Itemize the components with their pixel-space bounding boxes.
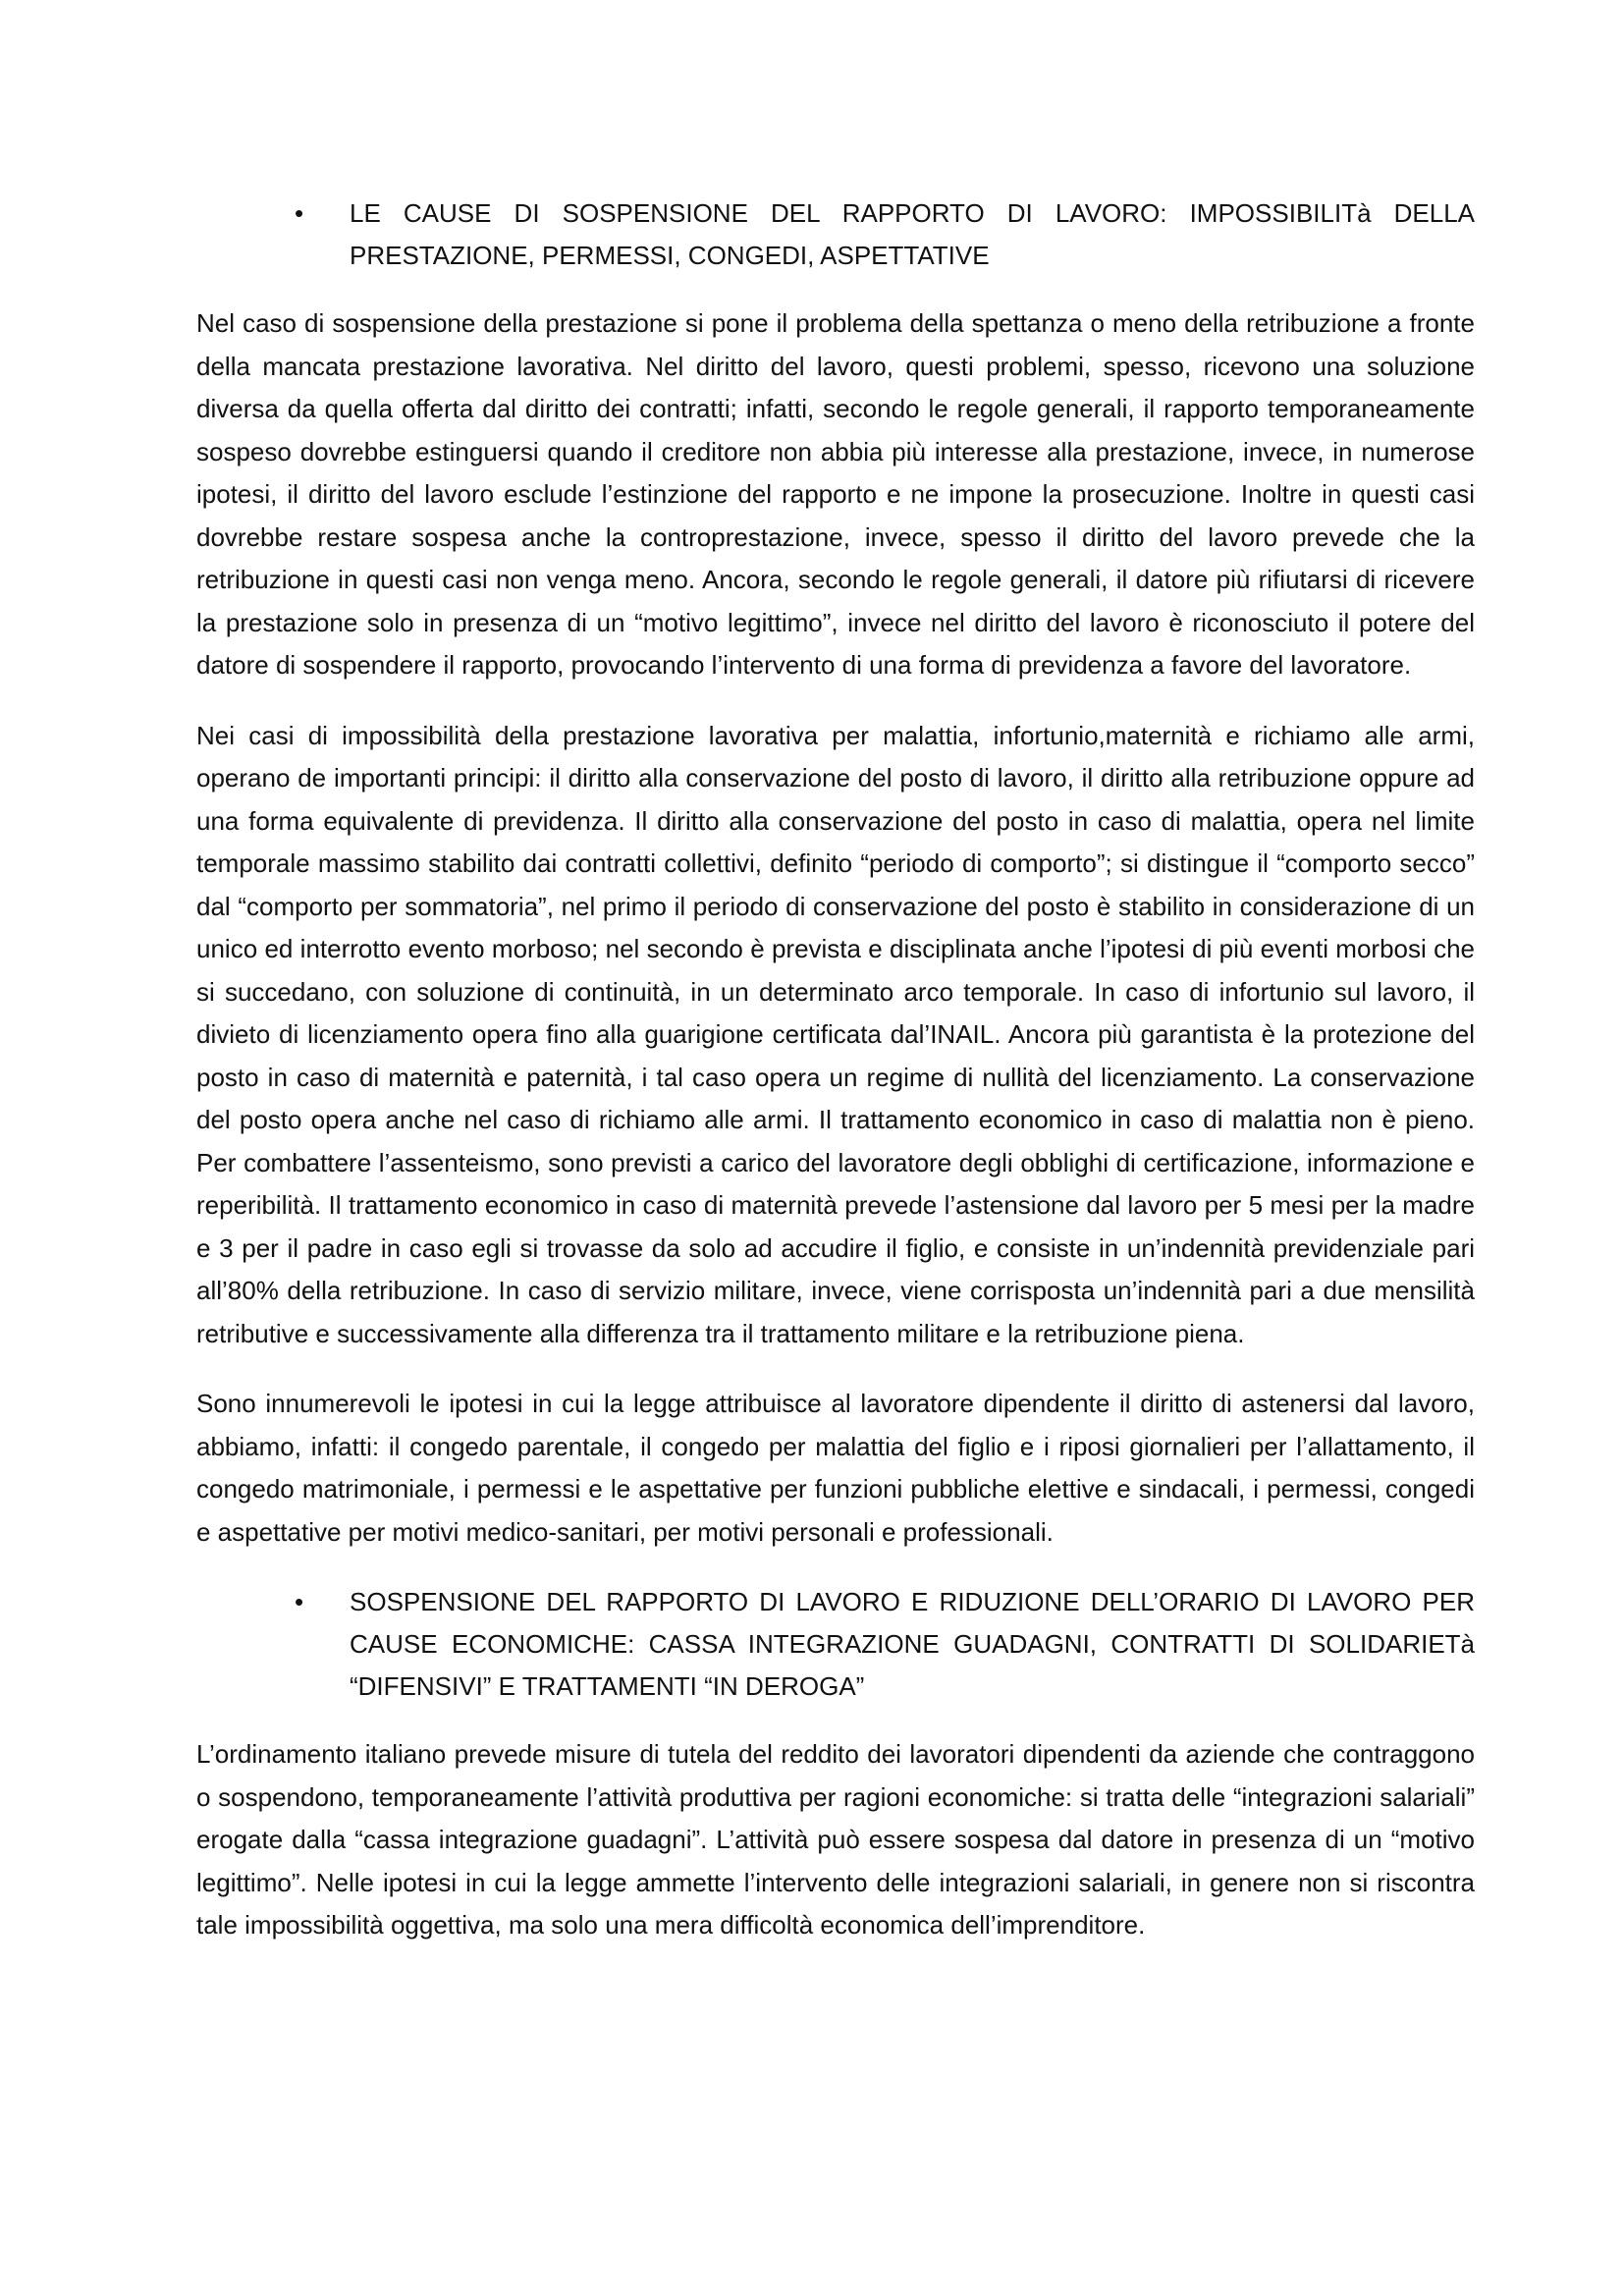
document-body [196,192,1475,1947]
heading-text: LE CAUSE DI SOSPENSIONE DEL RAPPORTO DI LAVORO: IMPOSSIBILITà DELLA PRESTAZIONE, PERMESSI, CONGEDI, ASPETTATIVE [350,198,1475,270]
heading-text: SOSPENSIONE DEL RAPPORTO DI LAVORO E RIDUZIONE DELL’ORARIO DI LAVORO PER CAUSE ECONOMICHE: CASSA INTEGRAZIONE GUADAGNI, CONTRATTI DI SOLIDARIETà “DIFENSIVI” E TRATTAMENTI “IN DEROGA” [350,1587,1475,1701]
paragraph-diritto-astensione: Sono innumerevoli le ipotesi in cui la legge attribuisce al lavoratore dipendente il diritto di astenersi dal lavoro, abbiamo, infatti: il congedo parentale, il congedo per malattia del figlio e i riposi giornalieri per l’allattamento, il congedo matrimoniale, i permessi e le aspettative per funzioni pubbliche elettive e sindacali, i permessi, congedi e aspettative per motivi medico-sanitari, per motivi personali e professionali. [196,1389,1475,1547]
paragraph-impossibilita-prestazione: Nei casi di impossibilità della prestazione lavorativa per malattia, infortunio,maternità e richiamo alle armi, operano de importanti principi: il diritto alla conservazione del posto di lavoro, il diritto alla retribuzione oppure ad una forma equivalente di previdenza. Il diritto alla conservazione del posto in caso di malattia, opera nel limite temporale massimo stabilito dai contratti collettivi, definito “periodo di comporto”; si distingue il “comporto secco” dal “comporto per sommatoria”, nel primo il periodo di conservazione del posto è stabilito in considerazione di un unico ed interrotto evento morboso; nel secondo è prevista e disciplinata anche l’ipotesi di più eventi morbosi che si succedano, con soluzione di continuità, in un determinato arco temporale. In caso di infortunio sul lavoro, il divieto di licenziamento opera fino alla guarigione certificata dal’INAIL. Ancora più garantista è la protezione del posto in caso di maternità e paternità, i tal caso opera un regime di nullità del licenziamento. La conservazione del posto opera anche nel caso di richiamo alle armi. Il trattamento economico in caso di malattia non è pieno. Per combattere l’assenteismo, sono previsti a carico del lavoratore degli obblighi di certificazione, informazione e reperibilità. Il trattamento economico in caso di maternità prevede l’astensione dal lavoro per 5 mesi per la madre e 3 per il padre in caso egli si trovasse da solo ad accudire il figlio, e consiste in un’indennità previdenziale pari all’80% della retribuzione. In caso di servizio militare, invece, viene corrisposta un’indennità pari a due mensilità retributive e successivamente alla differenza tra il trattamento militare e la retribuzione piena. [196,720,1475,1348]
bullet-icon: • [295,1587,304,1616]
bullet-icon: • [295,198,304,228]
paragraph-sospensione-prestazione: Nel caso di sospensione della prestazione si pone il problema della spettanza o meno della retribuzione a fronte della mancata prestazione lavorativa. Nel diritto del lavoro, questi problemi, spesso, ricevono una soluzione diversa da quella offerta dal diritto dei contratti; infatti, secondo le regole generali, il rapporto temporaneamente sospeso dovrebbe estinguersi quando il creditore non abbia più interesse alla prestazione, invece, in numerose ipotesi, il diritto del lavoro esclude l’estinzione del rapporto e ne impone la prosecuzione. Inoltre in questi casi dovrebbe restare sospesa anche la controprestazione, invece, spesso il diritto del lavoro prevede che la retribuzione in questi casi non venga meno. Ancora, secondo le regole generali, il datore più rifiutarsi di ricevere la prestazione solo in presenza di un “motivo legittimo”, invece nel diritto del lavoro è riconosciuto il potere del datore di sospendere il rapporto, provocando l’intervento di una forma di previdenza a favore del lavoratore. [196,308,1475,680]
section-heading-cause-economiche [295,1581,1475,1708]
paragraph-integrazioni-salariali: L’ordinamento italiano prevede misure di tutela del reddito dei lavoratori dipendenti da aziende che contraggono o sospendono, temporaneamente l’attività produttiva per ragioni economiche: si tratta delle “integrazioni salariali” erogate dalla “cassa integrazione guadagni”. L’attività può essere sospesa dal datore in presenza di un “motivo legittimo”. Nelle ipotesi in cui la legge ammette l’intervento delle integrazioni salariali, in genere non si riscontra tale impossibilità oggettiva, ma solo una mera difficoltà economica dell’imprenditore. [196,1739,1475,1940]
section-heading-sospensione-cause [295,192,1475,277]
